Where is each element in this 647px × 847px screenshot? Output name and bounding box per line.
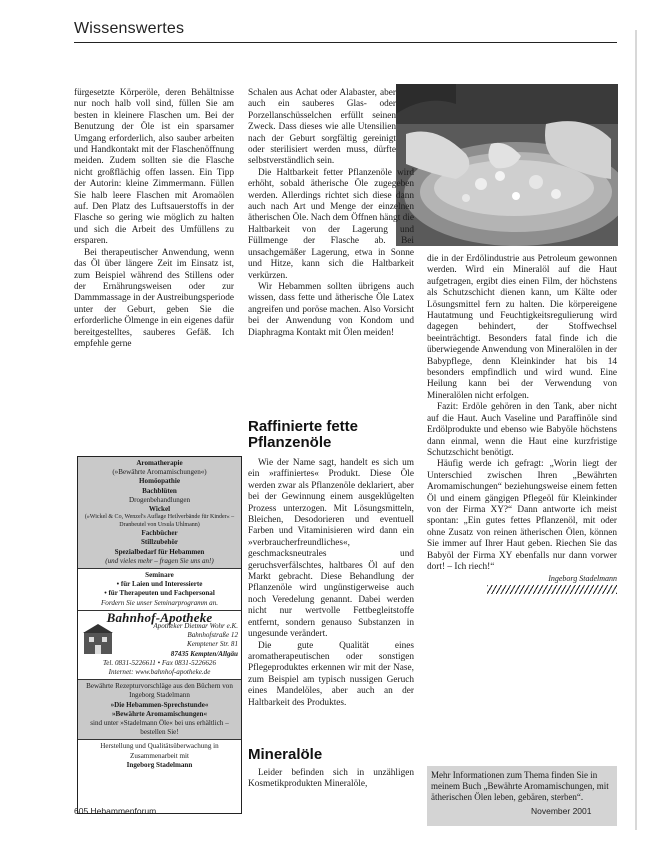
paragraph: Leider befinden sich in unzähligen Kosmetikprodukten Mineralöle, (248, 768, 414, 790)
ad-line: Aromatherapie (136, 459, 183, 467)
ad-line: Apotheker Dietmar Wohr e.K. (153, 622, 238, 631)
ad-line: Wickel (148, 505, 171, 514)
ad-line: »Die Hebammen-Sprechstunde« (110, 700, 209, 709)
ad-line: Drogenbehandlungen (128, 495, 191, 504)
ad-products-block (78, 457, 241, 568)
info-text: Mehr Informationen zum Thema finden Sie in meinem Buch „Bewährte Aromamischungen, mit ätherischen Ölen leben, gebären, sterben“. (431, 770, 609, 802)
ad-line: 87435 Kempten/Allgäu (170, 649, 238, 658)
ad-line: Fachbücher (141, 529, 178, 538)
section-title: Wissenswertes (74, 20, 185, 37)
ad-line: Internet: www.bahnhof-apotheke.de (108, 668, 211, 677)
ad-line: Fordern Sie unser Seminarprogramm an. (100, 598, 219, 607)
ad-quality-block (78, 739, 241, 772)
paragraph: Bei therapeutischer Anwendung, wenn das Öl über längere Zeit im Einsatz ist, zum Beispiel während des Stillens oder der Ernährungsweisen oder zur Dammmassage in der Austreibungsperiode unter der Geburt, geben Sie die erforderliche Ölmenge in ein eigenes dafür bereitgestelltes, sauberes Gefäß. Ich empfehle gerne (74, 247, 234, 349)
paragraph: Wir Hebammen sollten übrigens auch wissen, dass fette und ätherische Öle Latex angreifen und poröse machen. Also Vorsicht bei der Anwendung von Kondom und Diaphragma Kontakt mit Ölen meiden! (248, 281, 414, 338)
page-edge (635, 30, 637, 830)
pharmacy-building-icon (81, 622, 115, 656)
article-column-3 (248, 458, 414, 709)
ad-line: »Bewährte Aromamischungen« (111, 709, 208, 718)
ad-line: (»Wickel & Co, Wenzel's Auflage Heilverbände für Kinder« – Dranbeutel von Ursula Uhlmann) (84, 514, 235, 528)
ad-line: • für Therapeuten und Fachpersonal (104, 589, 215, 598)
ad-line: Kemptener Str. 81 (186, 640, 238, 649)
ad-line: (»Bewährte Aromamischungen«) (112, 468, 207, 477)
paragraph: fürgesetzte Körperöle, deren Behältnisse nur noch halb voll sind, füllen Sie am besten in kleinere Flaschen um. Bei der Benutzung der Öle ist ein sparsamer Umgang erforderlich, also sauber arbeiten und Handkontakt mit der Flaschenöffnung meiden. Zudem sollten sie die Flasche nicht großflächig offen lassen. Ein Tipp der Autorin: kleine Zimmermann. Füllen Sie halb leere Flaschen mit Aromaölen auf. Den Platz des Luftsauerstoffs in der Flasche so gering wie möglich zu halten und sich die Arbeit des Umfüllens zu ersparen. (74, 88, 234, 247)
ad-line: Bahnhofstraße 12 (187, 631, 238, 640)
paragraph: Die Haltbarkeit fetter Pflanzenöle wird erhöht, sobald ätherische Öle zugegeben werden. Allerdings richtet sich diese dann auch nach Art und Menge der einzelnen ätherischen Öle. Nach dem Öffnen hängt die Haltbarkeit von der Lagerung und Füllmenge der Flasche ab. Bei unsachgemäßer Lagerung, etwa in Sonne und Hitze, kann sich die Haltbarkeit verkürzen. (248, 167, 414, 281)
heading-mineraloele: Mineralöle (248, 746, 323, 763)
ad-line: • für Laien und Interessierte (116, 580, 203, 589)
article-column-3-end (248, 768, 414, 791)
ad-line: (und vieles mehr – fragen Sie uns an!) (105, 556, 214, 565)
article-column-2 (248, 88, 414, 339)
article-column-1 (74, 88, 234, 350)
pharmacy-advertisement (77, 456, 242, 814)
footer-publication: 605 Hebammenforum (74, 806, 157, 816)
paragraph: Schalen aus Achat oder Alabaster, aber auch ein sauberes Glas- oder Porzellanschüsselchen erfüllt seinen Zweck. Dass dieses wie alle Utensilien nach der Geburt sorgfältig gereinigt oder sterilisiert werden muss, dürfte selbstverständlich sein. (248, 88, 396, 167)
footer-date: November 2001 (531, 806, 592, 816)
author-signature: Ingeborg Stadelmann (548, 574, 617, 584)
ad-seminar-block (78, 568, 241, 610)
book-info-box (427, 766, 617, 826)
photo-hands-oil-bowl (396, 84, 618, 246)
ad-pharmacy-block (78, 610, 241, 679)
pharmacy-logo: Bahnhof-Apotheke (106, 609, 213, 625)
heading-raffinierte-fette-pflanzenoele: Raffinierte fette Pflanzenöle (248, 418, 359, 451)
ad-line: Bachblüten (142, 486, 177, 495)
paragraph: die in der Erdölindustrie aus Petroleum gewonnen werden. Wird ein Mineralöl auf die Haut aufgetragen, ergibt dies einen Film, der höchstens als Schutzschicht dienen kann, um Kälte oder Lösungsmittel fern zu halten. Die körpereigene Hautatmung und Feuchtigkeitsregulierung wird dagegen behindert, der Stoffwechsel beeinträchtigt. Besonders fatal finde ich die überwiegende Anwendung von Mineralölen in der Babypflege, denn Kleinkinder hat bis 14 besonders empfindlich und wird wund. Eine Heilung kann bei der Verwendung von Mineralölen nicht erfolgen. (427, 254, 617, 401)
ad-line: sind unter »Stadelmann Öle« bei uns erhältlich – bestellen Sie! (90, 719, 229, 737)
paragraph: Fazit: Erdöle gehören in den Tank, aber nicht auf die Haut. Auch Vaseline und Paraffinöle sind Erdölprodukte und ebenso wie Babyöle höchstens dann einmal, wenn die Haut eine kurzfristige Schutzschicht benötigt. (427, 402, 617, 458)
paragraph: Die gute Qualität eines aromatherapeutischen oder sonstigen Pflegeproduktes erkennen wir mit der Nase, zum Beispiel am typisch nussigen Geruch eines Mandelöles, aber auch an der Haltbarkeit des Produktes. (248, 640, 414, 708)
ad-line: Spezialbedarf für Hebammen (114, 547, 205, 556)
ad-line: Seminare (145, 571, 174, 580)
ad-line: Homöopathie (139, 477, 180, 486)
photo-illustration (396, 84, 618, 246)
page-header (74, 14, 617, 43)
decorative-hatch (487, 585, 617, 594)
ad-line: Tel. 0831-5226611 • Fax 0831-5226626 (102, 658, 217, 667)
ad-line: Bewährte Rezepturvorschläge aus den Büchern von Ingeborg Stadelmann (86, 682, 233, 700)
ad-line: Stillzubehör (140, 538, 179, 547)
ad-line: Ingeborg Stadelmann (126, 760, 193, 769)
article-column-4 (427, 254, 617, 594)
ad-recipes-block (78, 679, 241, 739)
paragraph: Häufig werde ich gefragt: „Worin liegt der Unterschied zwischen Ihren „Bewährten Aromamischungen“ beziehungsweise einem fetten Öl und einem gängigen Pflegeöl für Kleinkinder von der Firma XY?“ Dann antworte ich meist spontan: „Ein gutes fettes Pflanzenöl, mit oder ohne Zusatz von reinen ätherischen Ölen, können Sie immer auf Ihrer Haut geben. Riechen Sie das Babyöl der Firma XY ebenfalls nur dann vorwer dort! – Ich riech!“ (427, 459, 617, 572)
ad-line: Herstellung und Qualitätsüberwachung in Zusammenarbeit mit (100, 742, 219, 760)
paragraph: Wie der Name sagt, handelt es sich um ein »raffiniertes« Produkt. Diese Öle werden zwar als Pflanzenöle deklariert, aber bei der Gewinnung einem ausgeklügelten Prozess unterzogen. Mit Lösungsmitteln, Bleichen, Desodorieren und eventuell Farben und Vitaminisieren wird dann ein »verbraucherfreundliches«, geschmacksneutrales und geruchsverfälschtes, haltbares Öl auf den Markt gebracht. Diese Behandlung der Pflanzenöle wird ungünstigerweise auch noch Veredelung genannt. Dabei werden nicht nur wertvolle Fettbegleitstoffe entfernt, sondern genauso Substanzen in ungesunde verändert. (248, 458, 414, 640)
